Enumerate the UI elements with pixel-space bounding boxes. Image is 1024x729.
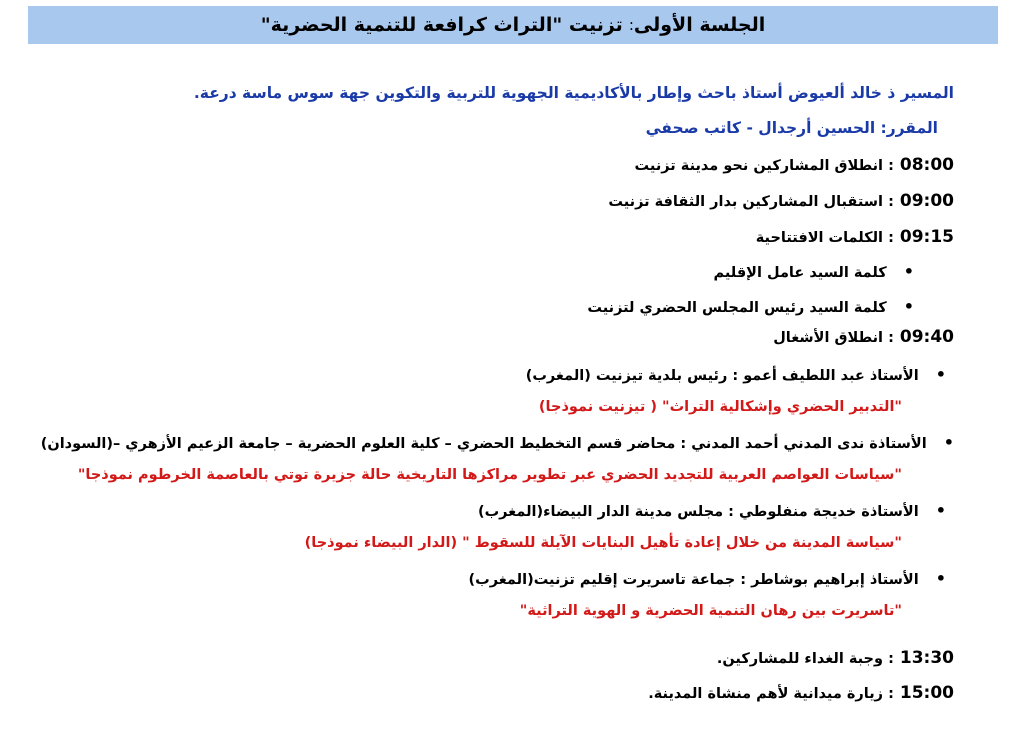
session-label: الجلسة الأولى — [633, 14, 766, 36]
speaker-name: الأستاذة ندى المدني أحمد المدني : محاضر قسم التخطيط الحضري – كلية العلوم الحضرية – جامعة الزعيم الأزهري –(السودان) — [40, 436, 927, 452]
speaker-topic: "سياسة المدينة من خلال إعادة تأهيل البنايات الآيلة للسقوط " (الدار البيضاء نموذجا) — [304, 535, 902, 551]
speech-list-item — [713, 262, 914, 281]
moderator-line: المسير ذ خالد ألعيوض أستاذ باحث وإطار بالأكاديمية الجهوية للتربية والتكوين جهة سوس ماسة درعة. — [193, 84, 954, 102]
speaker-name: الأستاذ عبد اللطيف أعمو : رئيس بلدية تيزنيت (المغرب) — [525, 368, 919, 384]
schedule-text: زيارة ميدانية لأهم منشاة المدينة. — [648, 686, 884, 702]
speech-text: كلمة السيد رئيس المجلس الحضري لتزنيت — [587, 300, 887, 316]
speech-list-item — [587, 297, 914, 316]
session-title: تزنيت "التراث كرافعة للتنمية الحضرية" — [260, 14, 623, 36]
schedule-time: 08:00 — [899, 155, 954, 175]
speaker-item — [478, 501, 946, 520]
schedule-item: 08:00: انطلاق المشاركين نحو مدينة تزنيت — [634, 155, 954, 175]
schedule-text: وجبة الغداء للمشاركين. — [716, 651, 884, 667]
speaker-item — [41, 433, 954, 452]
rapporteur-line: المقرر: الحسين أرجدال - كاتب صحفي — [645, 119, 938, 137]
schedule-item: 13:30: وجبة الغداء للمشاركين. — [716, 648, 954, 668]
speaker-name: الأستاذ إبراهيم بوشاطر : جماعة تاسريرت إقليم تزنيت(المغرب) — [468, 572, 919, 588]
speaker-item — [526, 365, 946, 384]
schedule-text: انطلاق المشاركين نحو مدينة تزنيت — [634, 158, 884, 174]
schedule-time: 09:15 — [899, 227, 954, 247]
session-separator: : — [628, 16, 634, 34]
schedule-text: انطلاق الأشغال — [773, 330, 884, 346]
schedule-item: 09:15: الكلمات الافتتاحية — [755, 227, 954, 247]
speaker-topic: "سياسات العواصم العربية للتجديد الحضري عبر تطوير مراكزها التاريخية حالة جزيرة توتي بالعاصمة الخرطوم نموذجا" — [77, 467, 902, 483]
schedule-time: 15:00 — [899, 683, 954, 703]
schedule-item: 09:00: استقبال المشاركين بدار الثقافة تزنيت — [608, 191, 954, 211]
schedule-text: استقبال المشاركين بدار الثقافة تزنيت — [608, 194, 884, 210]
schedule-time: 09:40 — [899, 327, 954, 347]
schedule-text: الكلمات الافتتاحية — [755, 230, 884, 246]
speaker-name: الأستاذة خديجة منفلوطي : مجلس مدينة الدار البيضاء(المغرب) — [477, 504, 919, 520]
speaker-topic: "تاسريرت بين رهان التنمية الحضرية و الهوية التراثية" — [519, 603, 902, 619]
schedule-time: 13:30 — [899, 648, 954, 668]
schedule-item: 15:00: زيارة ميدانية لأهم منشاة المدينة. — [648, 683, 954, 703]
schedule-time: 09:00 — [899, 191, 954, 211]
speaker-item — [469, 569, 946, 588]
speech-text: كلمة السيد عامل الإقليم — [713, 265, 887, 281]
session-header — [28, 6, 998, 44]
schedule-item: 09:40: انطلاق الأشغال — [773, 327, 954, 347]
speaker-topic: "التدبير الحضري وإشكالية التراث" ( تيزنيت نموذجا) — [538, 399, 902, 415]
